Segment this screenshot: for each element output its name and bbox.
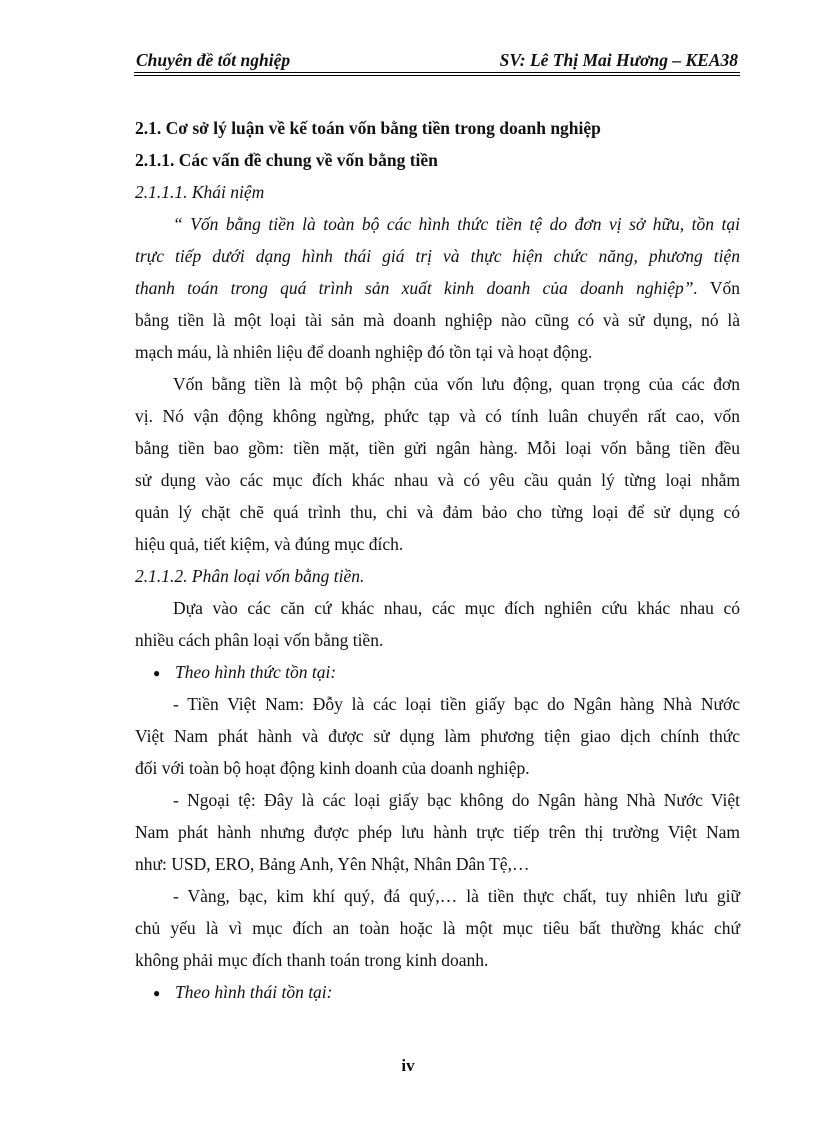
- heading-section-2-1-1: 2.1.1. Các vấn đề chung về vốn bằng tiền: [135, 150, 438, 170]
- paragraph-line: sử dụng vào các mục đích khác nhau và có yêu cầu quản lý từng loại nhằm: [135, 470, 740, 490]
- paragraph-line: hiệu quả, tiết kiệm, và đúng mục đích.: [135, 534, 404, 554]
- header-document-type: Chuyên đề tốt nghiệp: [136, 50, 291, 70]
- bullet-dot-icon: ●: [153, 986, 161, 1000]
- paragraph-line: đối với toàn bộ hoạt động kinh doanh của doanh nghiệp.: [135, 758, 530, 778]
- paragraph-line: như: USD, ERO, Bảng Anh, Yên Nhật, Nhân Dân Tệ,…: [135, 854, 530, 874]
- paragraph-line: chủ yếu là vì mục đích an toàn hoặc là một mục tiêu bất thường khác chứ: [135, 918, 740, 938]
- quote-line-end: [135, 272, 740, 304]
- paragraph-line: - Vàng, bạc, kim khí quý, đá quý,… là tiền thực chất, tuy nhiên lưu giữ: [173, 886, 740, 906]
- paragraph-line: Dựa vào các căn cứ khác nhau, các mục đích nghiên cứu khác nhau có: [173, 598, 740, 618]
- paragraph-line: Nam phát hành nhưng được phép lưu hành trực tiếp trên thị trường Việt Nam: [135, 822, 740, 842]
- quote-line: “ Vốn bằng tiền là toàn bộ các hình thức tiền tệ do đơn vị sở hữu, tồn tại: [173, 214, 740, 234]
- quote-end-italic: thanh toán trong quá trình sản xuất kinh doanh của doanh nghiệp”.: [135, 278, 698, 298]
- paragraph-line: quản lý chặt chẽ quá trình thu, chi và đảm bảo cho từng loại để sử dụng có: [135, 502, 740, 522]
- page-number: iv: [401, 1056, 415, 1075]
- heading-classification: 2.1.1.2. Phân loại vốn bằng tiền.: [135, 566, 365, 586]
- paragraph-line: bằng tiền là một loại tài sản mà doanh nghiệp nào cũng có và sử dụng, nó là: [135, 310, 740, 330]
- heading-section-2-1: 2.1. Cơ sở lý luận về kế toán vốn bằng tiền trong doanh nghiệp: [135, 118, 601, 138]
- paragraph-line: không phải mục đích thanh toán trong kinh doanh.: [135, 950, 489, 970]
- paragraph-line: vị. Nó vận động không ngừng, phức tạp và có tính luân chuyển rất cao, vốn: [135, 406, 740, 426]
- heading-concept: 2.1.1.1. Khái niệm: [135, 182, 265, 202]
- paragraph-line: mạch máu, là nhiên liệu để doanh nghiệp đó tồn tại và hoạt động.: [135, 342, 593, 362]
- page-body: [135, 112, 740, 1008]
- bullet-label: Theo hình thái tồn tại:: [175, 982, 333, 1002]
- quote-end-rest: Vốn: [697, 278, 740, 298]
- paragraph-line: bằng tiền bao gồm: tiền mặt, tiền gửi ngân hàng. Mỗi loại vốn bằng tiền đều: [135, 438, 740, 458]
- bullet-dot-icon: ●: [153, 666, 161, 680]
- paragraph-line: Vốn bằng tiền là một bộ phận của vốn lưu động, quan trọng của các đơn: [173, 374, 740, 394]
- page-header: [134, 48, 740, 76]
- bullet-form-of-existence: [135, 656, 740, 688]
- paragraph-line: - Ngoại tệ: Đây là các loại giấy bạc không do Ngân hàng Nhà Nước Việt: [173, 790, 740, 810]
- paragraph-line: - Tiền Việt Nam: Đỗy là các loại tiền giấy bạc do Ngân hàng Nhà Nước: [173, 694, 740, 714]
- header-student-name: SV: Lê Thị Mai Hương – KEA38: [499, 50, 738, 70]
- quote-line: trực tiếp dưới dạng hình thái giá trị và thực hiện chức năng, phương tiện: [135, 246, 740, 266]
- paragraph-line: Việt Nam phát hành và được sử dụng làm phương tiện giao dịch chính thức: [135, 726, 740, 746]
- bullet-form-of-state: [135, 976, 740, 1008]
- bullet-label: Theo hình thức tồn tại:: [175, 662, 337, 682]
- paragraph-line: nhiều cách phân loại vốn bằng tiền.: [135, 630, 384, 650]
